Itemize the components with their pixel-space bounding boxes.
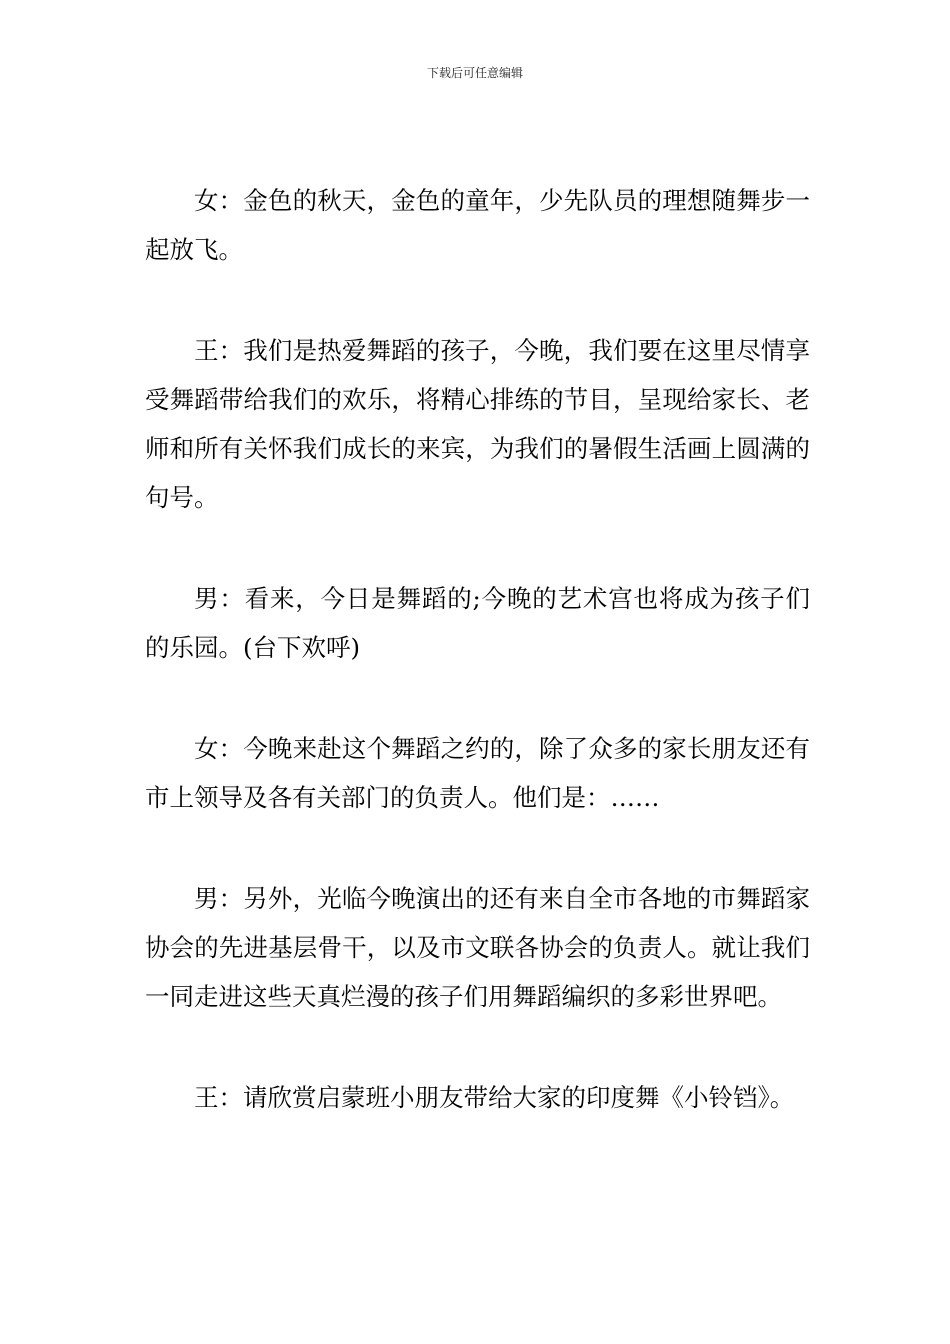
- paragraph-female-host-1: 女：金色的秋天，金色的童年，少先队员的理想随舞步一起放飞。: [145, 186, 810, 264]
- paragraph-wang-host-1: 王：我们是热爱舞蹈的孩子，今晚，我们要在这里尽情享受舞蹈带给我们的欢乐，将精心排练的节目，呈现给家长、老师和所有关怀我们成长的来宾，为我们的暑假生活画上圆满的句号。: [145, 336, 810, 512]
- paragraph-male-host-2: 男：另外，光临今晚演出的还有来自全市各地的市舞蹈家协会的先进基层骨干，以及市文联各协会的负责人。就让我们一同走进这些天真烂漫的孩子们用舞蹈编织的多彩世界吧。: [145, 884, 810, 1011]
- paragraph-male-host-1: 男：看来，今日是舞蹈的;今晚的艺术宫也将成为孩子们的乐园。(台下欢呼): [145, 584, 810, 662]
- document-body: [145, 176, 810, 1174]
- page-header-note: 下载后可任意编辑: [426, 66, 523, 80]
- paragraph-female-host-2: 女：今晚来赴这个舞蹈之约的，除了众多的家长朋友还有市上领导及各有关部门的负责人。他们是：……: [145, 734, 810, 812]
- paragraph-wang-host-2: 王：请欣赏启蒙班小朋友带给大家的印度舞《小铃铛》。: [194, 1083, 795, 1112]
